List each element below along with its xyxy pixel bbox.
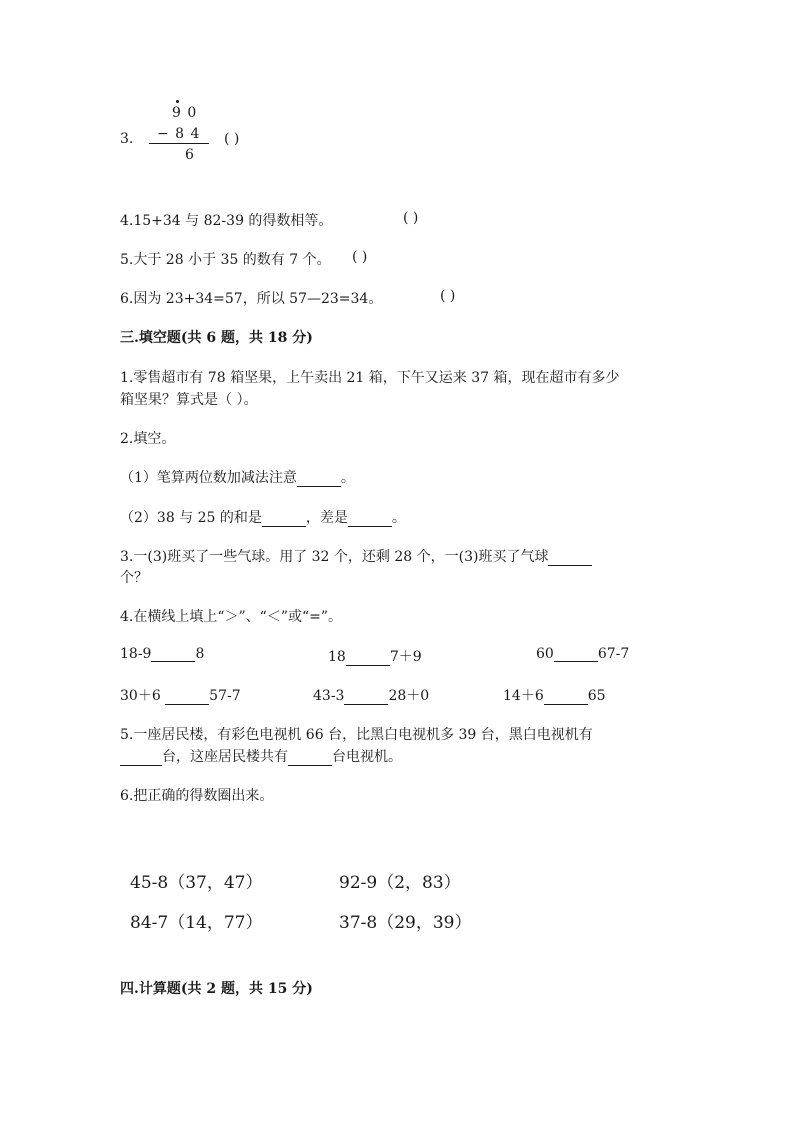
circle-item[interactable]: 92-9（2，83） (339, 873, 461, 893)
fill-q3-line1: 3.一(3)班买了一些气球。用了 32 个，还剩 28 个，一(3)班买了气球 (120, 549, 549, 565)
answer-blank[interactable] (288, 751, 332, 766)
fill-q5-line2 (120, 746, 402, 766)
fill-q2-part2-end: 。 (391, 510, 406, 526)
subtraction-line (149, 143, 209, 144)
section-4-title: 四.计算题(共 2 题，共 15 分) (120, 981, 313, 997)
compare-right: 57-7 (209, 688, 241, 704)
answer-blank[interactable] (151, 647, 195, 662)
question-6-text: 6.因为 23+34=57，所以 57—23=34。 (120, 291, 383, 307)
compare-right: 7＋9 (389, 649, 422, 665)
question-3-label: 3. (120, 131, 134, 147)
compare-right: 67-7 (597, 646, 630, 662)
compare-left: 18 (328, 649, 346, 665)
answer-blank[interactable] (544, 690, 588, 705)
answer-paren[interactable]: ( ) (440, 288, 456, 304)
answer-blank[interactable] (297, 472, 341, 487)
compare-left: 14＋6 (503, 688, 544, 704)
question-5-text: 5.大于 28 小于 35 的数有 7 个。 (120, 252, 331, 268)
compare-left: 18-9 (120, 646, 152, 662)
answer-blank[interactable] (262, 512, 306, 527)
compare-right: 8 (195, 646, 205, 662)
answer-blank[interactable] (165, 690, 209, 705)
fill-q3-line2: 个？ (120, 570, 148, 586)
compare-left: 43-3 (313, 688, 345, 704)
answer-paren[interactable]: ( ) (403, 210, 419, 226)
fill-q2-title: 2.填空。 (120, 431, 176, 447)
answer-blank[interactable] (348, 512, 392, 527)
section-3-title: 三.填空题(共 6 题，共 18 分) (120, 330, 313, 346)
compare-item (536, 646, 629, 662)
compare-right: 28＋0 (388, 688, 430, 704)
answer-paren[interactable]: ( ) (352, 249, 368, 265)
fill-q2-part1-text: （1）笔算两位数加减法注意 (120, 470, 297, 486)
carry-dot (176, 100, 179, 103)
compare-right: 65 (587, 688, 606, 704)
compare-left: 30＋6 (120, 688, 166, 704)
circle-item[interactable]: 37-8（29，39） (339, 913, 472, 933)
minuend: 9 0 (172, 105, 198, 121)
compare-item (328, 646, 422, 666)
fill-q2-part1 (120, 467, 355, 487)
answer-paren[interactable]: ( ) (224, 131, 240, 147)
answer-blank[interactable] (344, 690, 388, 705)
fill-q3-line1-wrap (120, 546, 592, 566)
compare-left: 60 (536, 646, 554, 662)
fill-q1-line1: 1.零售超市有 78 箱坚果，上午卖出 21 箱，下午又运来 37 箱，现在超市有多少 (120, 370, 620, 386)
difference: 6 (185, 147, 194, 163)
compare-item (503, 685, 606, 705)
compare-item (120, 685, 241, 705)
question-4-text: 4.15+34 与 82-39 的得数相等。 (120, 213, 333, 229)
answer-blank[interactable] (346, 651, 390, 666)
circle-item[interactable]: 45-8（37，47） (130, 873, 263, 893)
answer-blank[interactable] (554, 647, 598, 662)
subtrahend: − 8 4 (157, 126, 201, 142)
circle-item[interactable]: 84-7（14，77） (130, 913, 263, 933)
fill-q2-part2-text: （2）38 与 25 的和是 (120, 510, 262, 526)
fill-q2-part2-mid: ，差是 (305, 510, 348, 526)
compare-item (313, 685, 429, 705)
fill-q6-title: 6.把正确的得数圈出来。 (120, 788, 274, 804)
fill-q1-line2: 箱坚果？算式是（ ）。 (120, 392, 258, 408)
fill-q5-end: 台电视机。 (332, 749, 402, 765)
fill-q2-part1-end: 。 (340, 470, 355, 486)
answer-blank[interactable] (120, 751, 162, 766)
fill-q4-title: 4.在横线上填上“＞”、“＜”或“=”。 (120, 609, 343, 625)
fill-q5-line1: 5.一座居民楼，有彩色电视机 66 台，比黑白电视机多 39 台，黑白电视机有 (120, 727, 593, 743)
fill-q5-mid: 台，这座居民楼共有 (162, 749, 288, 765)
answer-blank[interactable] (548, 551, 592, 566)
fill-q2-part2 (120, 507, 406, 527)
compare-item (120, 646, 204, 662)
